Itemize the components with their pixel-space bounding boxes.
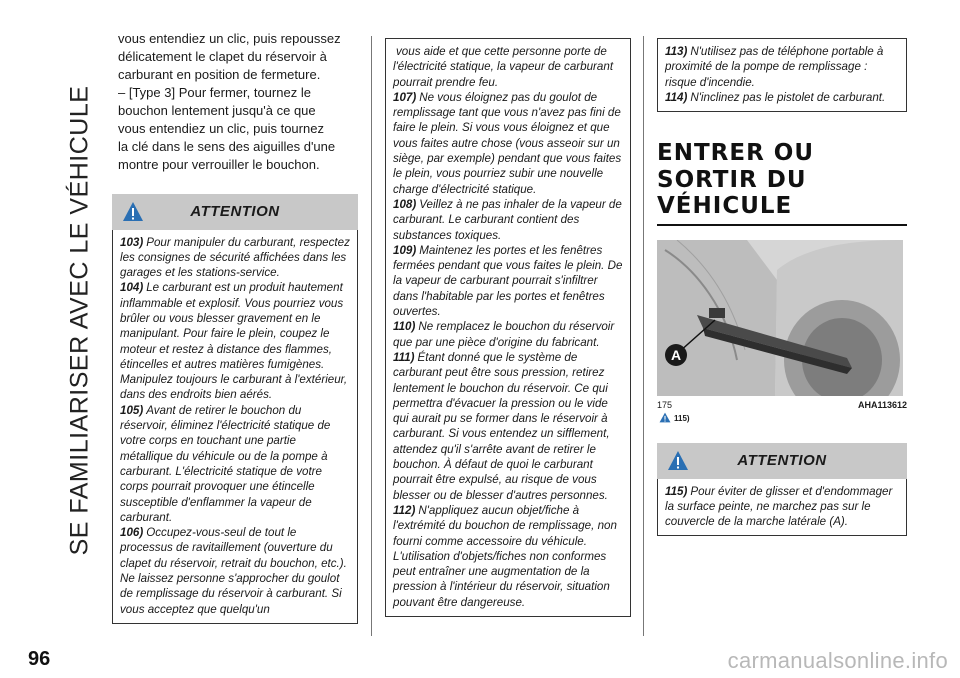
figure-warning-ref (659, 412, 907, 425)
warning-item: 104) Le carburant est un produit hautement inflammable et explosif. Vous pourriez vous brûler ou vous blesser gravement en le manipulant. Pour faire le plein, coupez le moteur et restez à distance des flammes, étincelles et autres matières fumigènes. Manipulez toujours le carburant à l'extérieur, dans des endroits bien aérés. (120, 281, 348, 402)
warning-title: ATTENTION (190, 203, 280, 220)
column-divider (643, 36, 644, 636)
figure-side-step (657, 240, 903, 396)
warning-item: 105) Avant de retirer le bouchon du réservoir, éliminez l'électricité statique de votre corps en touchant une partie métallique du véhicule ou de la pompe à carburant. L'électricité statique de votre corps pourrait provoquer une étincelle susceptible d'enflammer la vapeur de carburant. (120, 403, 331, 524)
warning-item: 106) Occupez-vous-seul de tout le processus de ravitaillement (ouverture du clapet du réservoir, retrait du bouchon, etc.). Ne laissez personne s'approcher du goulot de remplissage du réservoir à carburant. Si vous acceptez que quelqu'un (120, 526, 347, 616)
warning-triangle-icon (122, 201, 144, 227)
warning-item: 107) Ne vous éloignez pas du goulot de remplissage tant que vous n'avez pas fini de faire le plein. Si vous vous éloignez et que vous faites autre chose (vous asseoir sur un siège, par exemple) pendant que vous faites le plein, vous pourriez subir une nouvelle charge d'électricité statique. (393, 90, 622, 196)
warning-list-continued (385, 38, 631, 617)
column-3 (657, 38, 907, 536)
warning-item: 109) Maintenez les portes et les fenêtres fermées pendant que vous faites le plein. De la vapeur de carburant pourrait s'infiltrer dans l'habitable par les portes et fenêtres ouvertes. (393, 243, 623, 319)
warning-title: ATTENTION (737, 452, 827, 469)
figure-caption (657, 400, 907, 410)
intro-line: bouchon lentement jusqu'à ce que (118, 102, 316, 118)
figure-ref-number: 115) (674, 413, 690, 423)
intro-line: délicatement le clapet du réservoir à (118, 48, 327, 64)
warning-block-1 (112, 194, 358, 624)
warning-item: 111) Étant donné que le système de carburant peut être sous pression, retirez lentement le bouchon du réservoir. Ce qui permettra d'évacuer la pression ou le vide qui aurait pu se former dans le réservoir à carburant. Si vous entendez un sifflement, attendez qu'il s'arrête avant de retirer le bouchon. À défaut de quoi le carburant pourrait être expulsé, au risque de vous blesser ou de blesser d'autres personnes. (393, 350, 610, 502)
side-step-illustration (657, 240, 903, 396)
warning-item: vous aide et que cette personne porte de l'électricité statique, la vapeur de carburant pourrait prendre feu. (393, 45, 614, 89)
side-chapter-title-text: SE FAMILIARISER AVEC LE VÉHICULE (65, 85, 94, 555)
intro-line: vous entendiez un clic, puis tournez (118, 120, 324, 136)
intro-text (118, 30, 358, 174)
intro-line: montre pour verrouiller le bouchon. (118, 156, 320, 172)
warning-block-2 (657, 443, 907, 537)
warning-header (112, 194, 358, 230)
figure-code: AHA113612 (857, 399, 907, 410)
warning-item: 115) Pour éviter de glisser et d'endommager la surface peinte, ne marchez pas sur le couvercle de la marche latérale (A). (665, 484, 893, 529)
intro-line: – [Type 3] Pour fermer, tournez le (118, 84, 311, 100)
warning-list-continued-2 (657, 38, 907, 112)
warning-triangle-icon (667, 450, 689, 476)
warning-item: 112) N'appliquez aucun objet/fiche à l'extrémité du bouchon de remplissage, non fourni comme accessoire du véhicule. L'utilisation d'objets/fiches non conformes peut entraîner une augmentation de la pression à l'intérieur du réservoir, situation pouvant être dangereuse. (393, 503, 617, 609)
warning-item: 110) Ne remplacez le bouchon du réservoir que par une pièce d'origine du fabricant. (393, 320, 615, 349)
column-2 (385, 38, 631, 617)
section-title: ENTRER OU SORTIR DU VÉHICULE (657, 140, 907, 225)
warning-item: 103) Pour manipuler du carburant, respectez les consignes de sécurité affichées dans les garages et les stations-service. (120, 235, 350, 280)
warning-triangle-icon (659, 412, 671, 425)
page-number: 96 (28, 648, 51, 670)
warning-item: 108) Veillez à ne pas inhaler de la vapeur de carburant. Le carburant contient des substances toxiques. (393, 197, 622, 242)
figure-number: 175 (657, 399, 673, 410)
side-chapter-title (60, 20, 100, 620)
watermark: carmanualsonline.info (727, 648, 948, 673)
column-1 (112, 30, 358, 624)
column-divider (371, 36, 372, 636)
warning-list (657, 479, 907, 537)
figure-callout-a: A (665, 344, 687, 366)
intro-line: vous entendiez un clic, puis repoussez (118, 31, 341, 46)
warning-item: 114) N'inclinez pas le pistolet de carburant. (665, 90, 886, 104)
warning-item: 113) N'utilisez pas de téléphone portable à proximité de la pompe de remplissage : risque d'incendie. (665, 45, 884, 89)
warning-header (657, 443, 907, 479)
intro-line: la clé dans le sens des aiguilles d'une (118, 138, 336, 154)
intro-line: carburant en position de fermeture. (118, 66, 321, 82)
warning-list (112, 230, 358, 624)
